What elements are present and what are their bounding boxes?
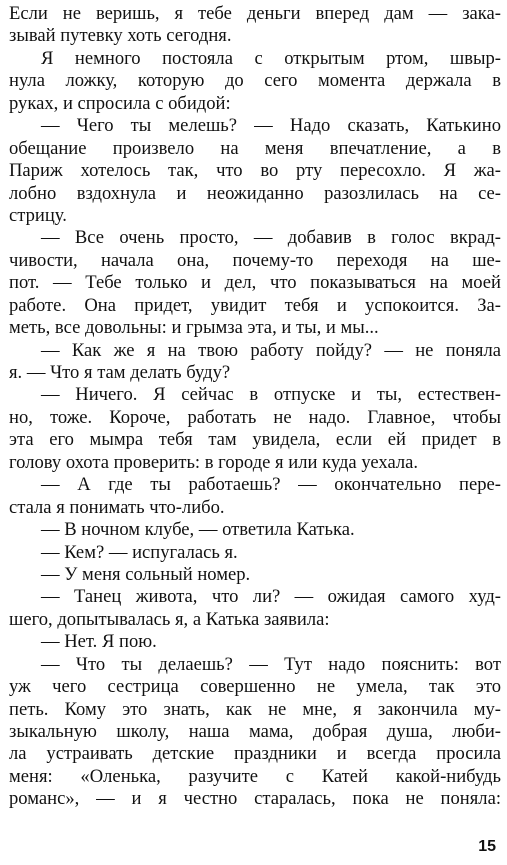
text-line: пот. — Тебе только и дел, что показываться на моей — [9, 272, 501, 294]
text-line: — Что ты делаешь? — Тут надо пояснить: вот — [41, 653, 501, 675]
text-line: — Танец живота, что ли? — ожидая самого худ- — [41, 586, 501, 608]
text-line: петь. Кому это знать, как не мне, я закончила му- — [9, 698, 501, 720]
text-line: шего, допытывалась я, а Катька заявила: — [9, 608, 330, 630]
text-line: зыкальную школу, наша мама, добрая душа, люби- — [9, 721, 501, 742]
text-line: голову охота проверить: в городе я или куда уехала. — [9, 451, 419, 473]
text-line: — В ночном клубе, — ответила Катька. — [41, 519, 355, 541]
text-line: — Нет. Я пою. — [41, 631, 157, 653]
text-line: Я немного постояла с открытым ртом, швыр- — [41, 47, 501, 69]
text-line: ла устраивать детские праздники и всегда просила — [9, 743, 501, 765]
book-page-text — [9, 3, 501, 811]
text-line: лобно вздохнула и неожиданно разозлилась на се- — [9, 182, 501, 204]
text-line: — Ничего. Я сейчас в отпуске и ты, естествен- — [41, 384, 501, 406]
text-line: эта его мымра тебя там увидела, если ей придет в — [9, 429, 501, 451]
text-line: но, тоже. Короче, работать не надо. Главное, чтобы — [9, 406, 501, 428]
text-line: обещание произвело на меня впечатление, а в — [9, 137, 501, 159]
text-line: руках, и спросила с обидой: — [9, 92, 231, 114]
text-line: я. — Что я там делать буду? — [9, 362, 231, 383]
text-line: стала я понимать что-либо. — [9, 496, 225, 518]
text-line: романс», — и я честно старалась, пока не поняла: — [9, 788, 501, 810]
text-line: зывай путевку хоть сегодня. — [9, 25, 232, 47]
text-line: — У меня сольный номер. — [41, 563, 251, 585]
text-line: работе. Она придет, увидит тебя и успокоится. За- — [9, 294, 501, 316]
text-line: Париж хотелось так, что во рту пересохло. Я жа- — [9, 160, 501, 182]
text-line: нула ложку, которую до сего момента держала в — [9, 70, 501, 92]
text-line: меть, все довольны: и грымза эта, и ты, и мы... — [9, 317, 379, 339]
page-number: 15 — [478, 838, 496, 855]
text-line: — Кем? — испугалась я. — [41, 541, 238, 563]
text-line: — Все очень просто, — добавив в голос вкрад- — [41, 227, 501, 249]
text-line: уж чего сестрица совершенно не умела, так это — [9, 676, 501, 698]
text-line: — Как же я на твою работу пойду? — не поняла — [41, 339, 501, 361]
text-line: чивости, начала она, почему-то переходя на ше- — [9, 249, 501, 271]
text-line: стрицу. — [9, 204, 67, 226]
text-line: — Чего ты мелешь? — Надо сказать, Катькино — [41, 115, 501, 137]
text-line: Если не веришь, я тебе деньги вперед дам — зака- — [9, 3, 501, 24]
text-line: меня: «Оленька, разучите с Катей какой-нибудь — [9, 765, 501, 787]
text-line: — А где ты работаешь? — окончательно пере- — [41, 474, 501, 496]
